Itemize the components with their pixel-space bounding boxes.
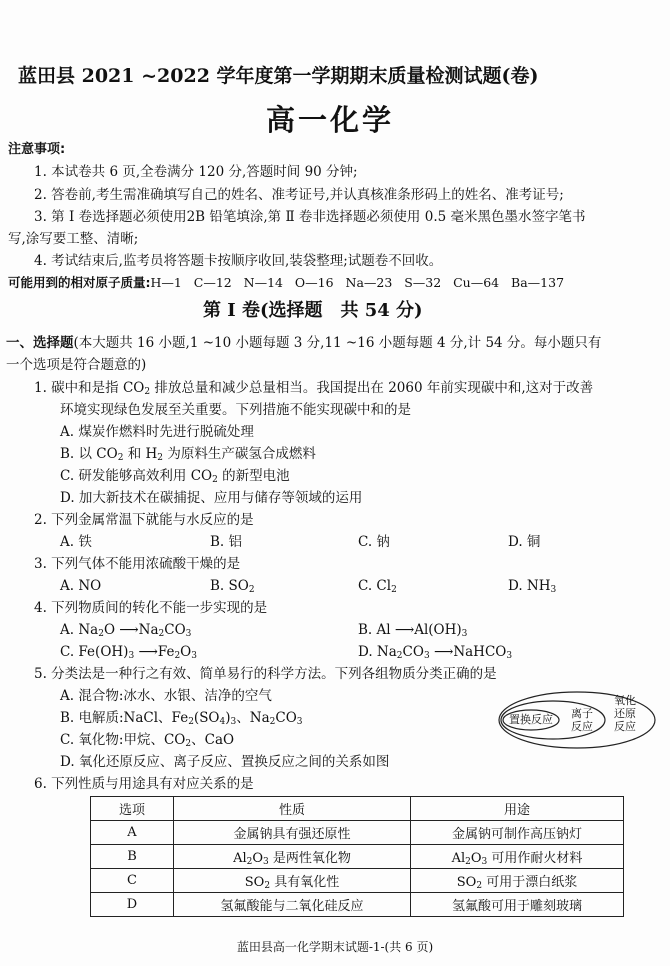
section-intro-text: (本大题共 16 小题,1 ~10 小题每题 3 分,11 ~16 小题每题 4 分,计 54 分。每小题只有 bbox=[73, 335, 602, 351]
subject-title: 高一化学 bbox=[266, 103, 395, 137]
q6-table-header bbox=[91, 797, 624, 821]
q6-table bbox=[90, 796, 624, 917]
table-row bbox=[91, 869, 624, 893]
q4-option-d: D. $Na_2CO_3$ ⟶NaHCO$_3$ bbox=[358, 644, 513, 661]
notice-item-3: 3. 第 Ⅰ 卷选择题必须使用2B 铅笔填涂,第 Ⅱ 卷非选择题必须使用 0.5 毫米黑色墨水签字笔书 bbox=[34, 209, 586, 225]
q1-stem: 1. 碳中和是指 $CO_2$ 排放总量和减少总量相当。我国提出在 2060 年前实现碳中和,这对于改善 bbox=[34, 380, 594, 397]
table-row bbox=[91, 845, 624, 869]
q2-option-d: D. 铜 bbox=[508, 534, 541, 550]
q2-option-a: A. 铁 bbox=[60, 534, 92, 550]
q6-row-a-option: A bbox=[91, 821, 174, 845]
atomic-mass-values: H—1 C—12 N—14 O—16 Na—23 S—32 Cu—64 Ba—137 bbox=[150, 275, 565, 290]
q2-option-c: C. 钠 bbox=[358, 534, 390, 550]
diagram-label-outer: 氧化还原反应 bbox=[614, 694, 636, 733]
q3-stem: 3. 下列气体不能用浓硫酸干燥的是 bbox=[34, 556, 241, 572]
q1-stem-cont: 环境实现绿色发展至关重要。下列措施不能实现碳中和的是 bbox=[60, 402, 411, 418]
section-intro bbox=[6, 334, 601, 352]
q1-option-a: A. 煤炭作燃料时先进行脱硫处理 bbox=[60, 424, 254, 440]
q4-stem: 4. 下列物质间的转化不能一步实现的是 bbox=[34, 600, 268, 616]
exam-title: 蓝田县 2021 ~2022 学年度第一学期期末质量检测试题(卷) bbox=[18, 65, 539, 87]
q5-option-c: C. 氧化物:甲烷、$CO_2$、CaO bbox=[60, 732, 235, 749]
notice-heading: 注意事项: bbox=[8, 142, 66, 157]
diagram-label-middle: 离子反应 bbox=[571, 707, 593, 733]
q4-option-a: A. $Na_2O$ $⟶Na_2CO_3$ bbox=[60, 622, 192, 639]
q3-option-b: B. $SO_2$ bbox=[210, 578, 255, 595]
q6-row-b-option: B bbox=[91, 845, 174, 869]
q6-row-a-property: 金属钠具有强还原性 bbox=[174, 821, 411, 845]
table-row bbox=[91, 821, 624, 845]
q6-row-d-use: 氢氟酸可用于雕刻玻璃 bbox=[411, 893, 624, 917]
q1-option-c: C. 研发能够高效利用 $CO_2$ 的新型电池 bbox=[60, 468, 290, 485]
notice-item-2: 2. 答卷前,考生需准确填写自己的姓名、准考证号,并认真核准条形码上的姓名、准考证号; bbox=[34, 187, 564, 203]
diagram-label-inner: 置换反应 bbox=[509, 713, 553, 726]
q5-option-a: A. 混合物:冰水、水银、洁净的空气 bbox=[60, 688, 272, 704]
q5-option-b: B. 电解质:NaCl、$Fe_2(SO_4)_3$、$Na_2CO_3$ bbox=[60, 710, 303, 727]
q6-col-use: 用途 bbox=[411, 797, 624, 821]
table-row bbox=[91, 893, 624, 917]
q6-stem: 6. 下列性质与用途具有对应关系的是 bbox=[34, 776, 254, 792]
q1-option-d: D. 加大新技术在碳捕捉、应用与储存等领域的运用 bbox=[60, 490, 363, 506]
q6-row-c-option: C bbox=[91, 869, 174, 893]
q5-stem: 5. 分类法是一种行之有效、简单易行的科学方法。下列各组物质分类正确的是 bbox=[34, 666, 497, 682]
reaction-relationship-diagram bbox=[497, 690, 657, 750]
q2-option-b: B. 铝 bbox=[210, 534, 243, 550]
section-title: 第 Ⅰ 卷(选择题 共 54 分) bbox=[203, 300, 423, 321]
q6-col-option: 选项 bbox=[91, 797, 174, 821]
q6-row-b-property: $Al_2O_3$ 是两性氧化物 bbox=[174, 845, 411, 869]
q2-stem: 2. 下列金属常温下就能与水反应的是 bbox=[34, 512, 254, 528]
notice-item-3-cont: 写,涂写要工整、清晰; bbox=[8, 231, 139, 247]
q6-row-d-property: 氢氟酸能与二氧化硅反应 bbox=[174, 893, 411, 917]
q6-row-a-use: 金属钠可制作高压钠灯 bbox=[411, 821, 624, 845]
q4-option-c: C. $Fe(OH)_3$ $⟶Fe_2O_3$ bbox=[60, 644, 197, 661]
q3-option-a: A. NO bbox=[60, 578, 102, 594]
q3-option-d: D. $NH_3$ bbox=[508, 578, 557, 595]
atomic-mass-label: 可能用到的相对原子质量: bbox=[8, 275, 151, 290]
q5-option-d: D. 氧化还原反应、离子反应、置换反应之间的关系如图 bbox=[60, 754, 390, 770]
section-intro-cont: 一个选项是符合题意的) bbox=[6, 357, 147, 373]
q6-row-c-use: $SO_2$ 可用于漂白纸浆 bbox=[411, 869, 624, 893]
notice-item-1: 1. 本试卷共 6 页,全卷满分 120 分,答题时间 90 分钟; bbox=[34, 164, 358, 180]
atomic-masses bbox=[8, 274, 564, 292]
q6-row-b-use: $Al_2O_3$ 可用作耐火材料 bbox=[411, 845, 624, 869]
q6-row-c-property: $SO_2$ 具有氧化性 bbox=[174, 869, 411, 893]
q6-col-property: 性质 bbox=[174, 797, 411, 821]
q6-row-d-option: D bbox=[91, 893, 174, 917]
page-footer: 蓝田县高一化学期末试题-1-(共 6 页) bbox=[236, 940, 434, 954]
q1-option-b: B. 以 $CO_2$ 和 $H_2$ 为原料生产碳氢合成燃料 bbox=[60, 446, 316, 463]
section-intro-head: 一、选择题 bbox=[6, 335, 74, 351]
q3-option-c: C. $Cl_2$ bbox=[358, 578, 397, 595]
notice-item-4: 4. 考试结束后,监考员将答题卡按顺序收回,装袋整理;试题卷不回收。 bbox=[34, 253, 443, 269]
q4-option-b: B. Al $⟶Al(OH)_3$ bbox=[358, 622, 468, 639]
